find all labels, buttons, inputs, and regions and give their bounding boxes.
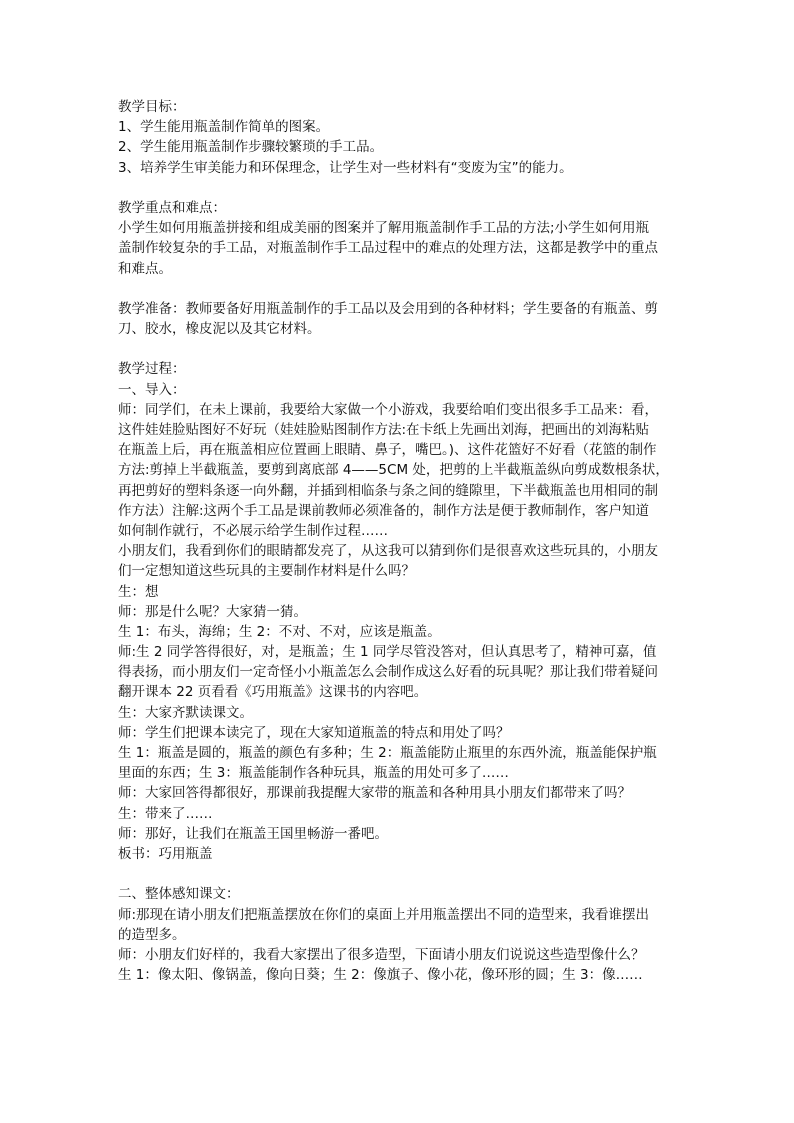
- text-line: 生：带来了……: [118, 805, 213, 822]
- text-line: 3、培养学生审美能力和环保理念，让学生对一些材料有“变废为宝”的能力。: [118, 159, 573, 176]
- document-page: [118, 97, 684, 985]
- text-line: 盖制作较复杂的手工品，对瓶盖制作手工品过程中的难点的处理方法，这都是教学中的重点: [118, 240, 658, 257]
- text-line: 在瓶盖上后，再在瓶盖相应位置画上眼睛、鼻子，嘴巴。)、这件花篮好不好看（花篮的制作: [118, 442, 657, 459]
- text-line: 方法:剪掉上半截瓶盖，要剪到离底部 4——5CM 处，把剪的上半截瓶盖纵向剪成数根条状，: [118, 462, 669, 479]
- text-line: 师：那好，让我们在瓶盖王国里畅游一番吧。: [118, 825, 388, 842]
- text-line: 2、学生能用瓶盖制作步骤较繁琐的手工品。: [118, 139, 384, 156]
- text-line: 生：想: [118, 583, 159, 600]
- text-line: 教学目标：: [118, 99, 186, 115]
- blank-line: [118, 279, 684, 299]
- text-line: 生：大家齐默读课文。: [118, 704, 253, 721]
- text-line: 师:生 2 同学答得很好，对，是瓶盖；生 1 同学尽管没答对，但认真思考了，精神可嘉，值: [118, 644, 657, 661]
- text-line: 生 1：瓶盖是圆的，瓶盖的颜色有多种；生 2：瓶盖能防止瓶里的东西外流，瓶盖能保护瓶: [118, 745, 657, 761]
- text-line: 1、学生能用瓶盖制作简单的图案。: [118, 119, 330, 136]
- text-line: 生 1：布头，海绵；生 2：不对、不对，应该是瓶盖。: [118, 623, 441, 640]
- text-line: 小学生如何用瓶盖拼接和组成美丽的图案并了解用瓶盖制作手工品的方法;小学生如何用瓶: [118, 220, 650, 237]
- text-line: 师：那是什么呢？大家猜一猜。: [118, 603, 307, 620]
- text-line: 和难点。: [118, 260, 172, 277]
- blank-line: [118, 339, 684, 359]
- text-line: 师：同学们，在未上课前，我要给大家做一个小游戏，我要给咱们变出很多手工品来：看，: [118, 401, 658, 418]
- text-line: 教学准备：教师要备好用瓶盖制作的手工品以及会用到的各种材料；学生要备的有瓶盖、剪: [118, 300, 658, 317]
- text-line: 如何制作就行，不必展示给学生制作过程……: [118, 522, 388, 539]
- text-line: 的造型多。: [118, 926, 186, 943]
- text-line: 板书：巧用瓶盖: [118, 845, 213, 862]
- text-line: 这件娃娃脸贴图好不好玩（娃娃脸贴图制作方法:在卡纸上先画出刘海，把画出的刘海粘贴: [118, 422, 650, 438]
- text-line: 得表扬，而小朋友们一定奇怪小小瓶盖怎么会制作成这么好看的玩具呢？那让我们带着疑问: [118, 664, 658, 681]
- blank-line: [118, 864, 684, 884]
- text-line: 再把剪好的塑料条逐一向外翻，并插到相临条与条之间的缝隙里，下半截瓶盖也用相同的制: [118, 482, 658, 499]
- text-line: 一、导入：: [118, 381, 186, 398]
- text-line: 刀、胶水，橡皮泥以及其它材料。: [118, 321, 321, 338]
- text-line: 教学过程：: [118, 361, 186, 378]
- text-line: 生 1：像太阳、像锅盖，像向日葵；生 2：像旗子、像小花，像环形的圆；生 3：像……: [118, 967, 643, 984]
- text-line: 小朋友们，我看到你们的眼睛都发亮了，从这我可以猜到你们是很喜欢这些玩具的，小朋友: [118, 543, 658, 560]
- text-line: 师：学生们把课本读完了，现在大家知道瓶盖的特点和用处了吗？: [118, 724, 510, 741]
- text-line: 们一定想知道这些玩具的主要制作材料是什么吗？: [118, 563, 415, 580]
- text-line: 师：小朋友们好样的，我看大家摆出了很多造型，下面请小朋友们说说这些造型像什么？: [118, 946, 645, 963]
- text-line: 作方法）注解:这两个手工品是课前教师必须准备的，制作方法是便于教师制作，客户知道: [118, 502, 650, 519]
- text-line: 师：大家回答得都很好，那课前我提醒大家带的瓶盖和各种用具小朋友们都带来了吗？: [118, 785, 631, 802]
- text-line: 教学重点和难点：: [118, 199, 226, 216]
- text-line: 师:那现在请小朋友们把瓶盖摆放在你们的桌面上并用瓶盖摆出不同的造型来，我看谁摆出: [118, 906, 650, 923]
- text-line: 里面的东西；生 3：瓶盖能制作各种玩具，瓶盖的用处可多了……: [118, 765, 509, 782]
- blank-line: [118, 178, 684, 198]
- text-line: 翻开课本 22 页看看《巧用瓶盖》这课书的内容吧。: [118, 684, 428, 701]
- text-line: 二、整体感知课文：: [118, 886, 240, 903]
